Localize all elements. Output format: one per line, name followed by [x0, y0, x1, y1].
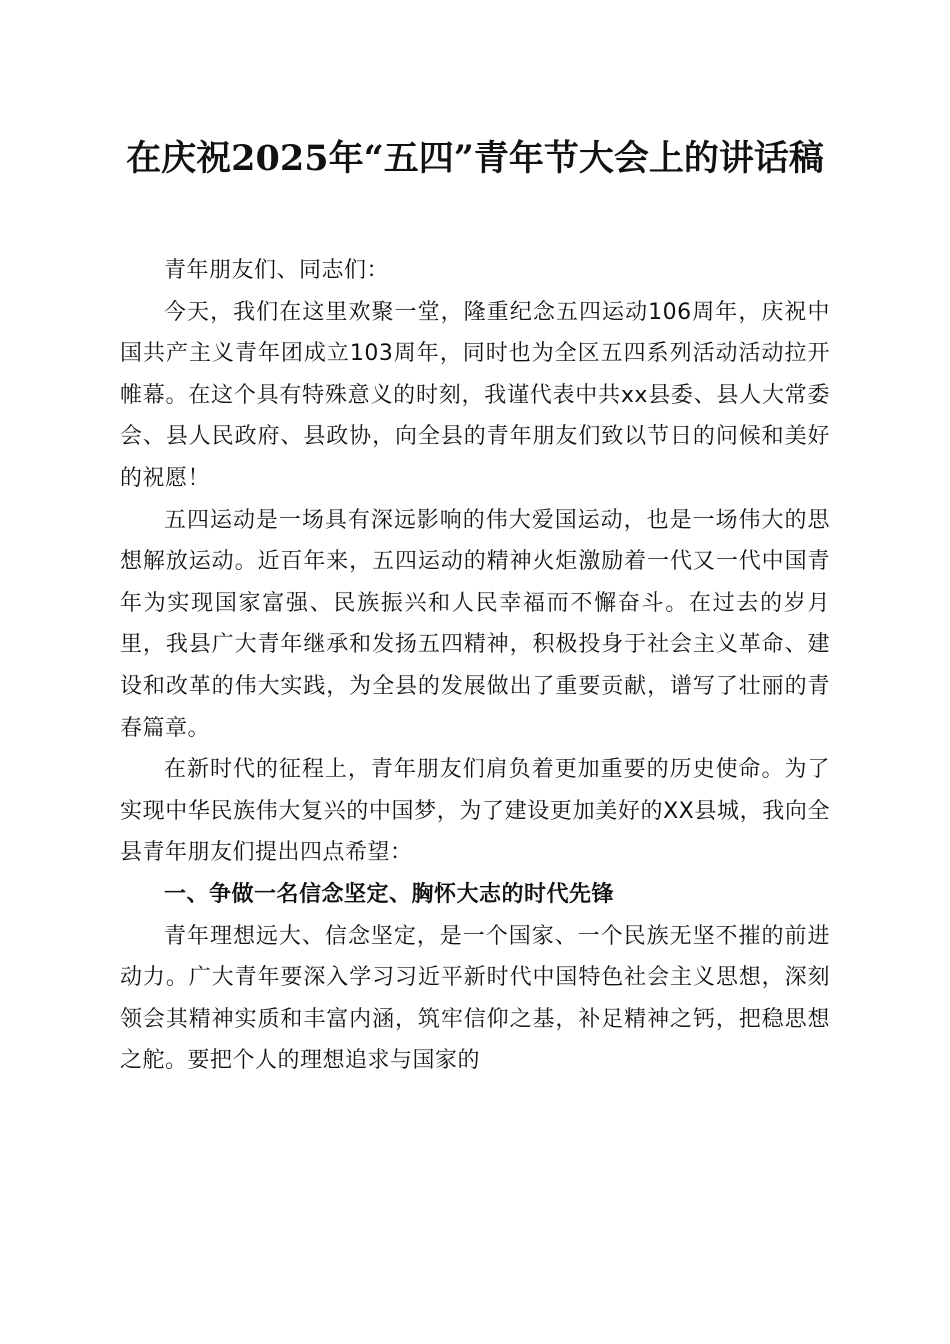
document-title: 在庆祝2025年“五四”青年节大会上的讲话稿	[126, 138, 824, 179]
section-heading-1: 一、争做一名信念坚定、胸怀大志的时代先锋	[164, 881, 615, 907]
paragraph-1: 今天，我们在这里欢聚一堂，隆重纪念五四运动106周年，庆祝中国共产主义青年团成立103周年，同时也为全区五四系列活动活动拉开帷幕。在这个具有特殊意义的时刻，我谨代表中共xx县委、县人大常委会、县人民政府、县政协，向全县的青年朋友们致以节日的问候和美好的祝愿！	[120, 299, 830, 491]
section-1-paragraph: 青年理想远大、信念坚定，是一个国家、一个民族无坚不摧的前进动力。广大青年要深入学习习近平新时代中国特色社会主义思想，深刻领会其精神实质和丰富内涵，筑牢信仰之基，补足精神之钙，把稳思想之舵。要把个人的理想追求与国家的	[120, 923, 830, 1074]
paragraph-2: 五四运动是一场具有深远影响的伟大爱国运动，也是一场伟大的思想解放运动。近百年来，五四运动的精神火炬激励着一代又一代中国青年为实现国家富强、民族振兴和人民幸福而不懈奋斗。在过去的岁月里，我县广大青年继承和发扬五四精神，积极投身于社会主义革命、建设和改革的伟大实践，为全县的发展做出了重要贡献，谱写了壮丽的青春篇章。	[120, 507, 830, 741]
document-body	[120, 250, 830, 1082]
salutation: 青年朋友们、同志们：	[164, 258, 390, 283]
paragraph-3: 在新时代的征程上，青年朋友们肩负着更加重要的历史使命。为了实现中华民族伟大复兴的中国梦，为了建设更加美好的XX县城，我向全县青年朋友们提出四点希望：	[120, 757, 830, 866]
